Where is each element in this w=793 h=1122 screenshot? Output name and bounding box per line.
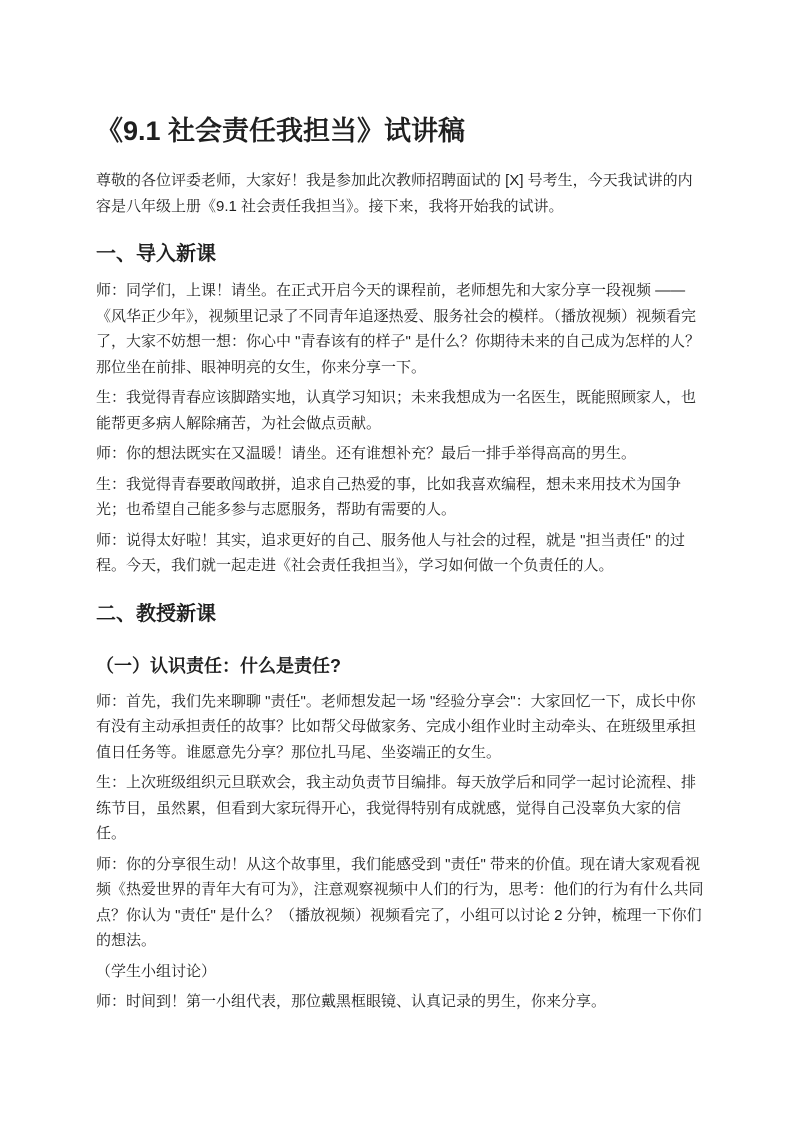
student-line-2: 生：我觉得青春要敢闯敢拼，追求自己热爱的事，比如我喜欢编程，想未来用技术为国争光；也希望自己能多参与志愿服务，帮助有需要的人。 — [96, 475, 682, 518]
subsection-1-heading: （一）认识责任：什么是责任? — [96, 655, 341, 676]
section-lead-in — [96, 241, 704, 579]
intro-paragraph: 尊敬的各位评委老师，大家好！我是参加此次教师招聘面试的 [X] 号考生，今天我试讲的内容是八年级上册《9.1 社会责任我担当》。接下来，我将开始我的试讲。 — [96, 172, 693, 215]
student-line-3: 生：上次班级组织元旦联欢会，我主动负责节目编排。每天放学后和同学一起讨论流程、排练节目，虽然累，但看到大家玩得开心，我觉得特别有成就感，觉得自己没辜负大家的信任。 — [96, 774, 697, 842]
teacher-line-1: 师：同学们，上课！请坐。在正式开启今天的课程前，老师想先和大家分享一段视频 ——《风华正少年》，视频里记录了不同青年追逐热爱、服务社会的模样。（播放视频）视频看完了，大家不妨想一想：你心中 "青春该有的样子" 是什么？你期待未来的自己成为怎样的人？那位坐在前排、眼神明亮的女生，你来分享一下。 — [96, 282, 700, 376]
teacher-line-2: 师：你的想法既实在又温暖！请坐。还有谁想补充？最后一排手举得高高的男生。 — [96, 445, 637, 462]
teacher-line-6: 师：时间到！第一小组代表，那位戴黑框眼镜、认真记录的男生，你来分享。 — [96, 993, 607, 1010]
teacher-line-5: 师：你的分享很生动！从这个故事里，我们能感受到 "责任" 带来的价值。现在请大家观看视频《热爱世界的青年大有可为》，注意观察视频中人们的行为，思考：他们的行为有什么共同点？你认为 "责任" 是什么？（播放视频）视频看完了，小组可以讨论 2 分钟，梳理一下你们的想法。 — [96, 855, 704, 949]
teacher-line-4: 师：首先，我们先来聊聊 "责任"。老师想发起一场 "经验分享会"：大家回忆一下，成长中你有没有主动承担责任的故事？比如帮父母做家务、完成小组作业时主动牵头、在班级里承担值日任务等。谁愿意先分享？那位扎马尾、坐姿端正的女生。 — [96, 692, 697, 761]
stage-direction: （学生小组讨论） — [96, 962, 217, 980]
student-line-1: 生：我觉得青春应该脚踏实地，认真学习知识；未来我想成为一名医生，既能照顾家人，也能帮更多病人解除痛苦，为社会做点贡献。 — [96, 389, 697, 432]
teacher-line-3: 师：说得太好啦！其实，追求更好的自己、服务他人与社会的过程，就是 "担当责任" 的过程。今天，我们就一起走进《社会责任我担当》，学习如何做一个负责任的人。 — [96, 531, 685, 574]
section-new-lesson — [96, 601, 704, 1015]
document-title: 《9.1 社会责任我担当》试讲稿 — [96, 116, 466, 146]
section-1-heading: 一、导入新课 — [96, 243, 216, 265]
section-2-heading: 二、教授新课 — [96, 602, 216, 625]
